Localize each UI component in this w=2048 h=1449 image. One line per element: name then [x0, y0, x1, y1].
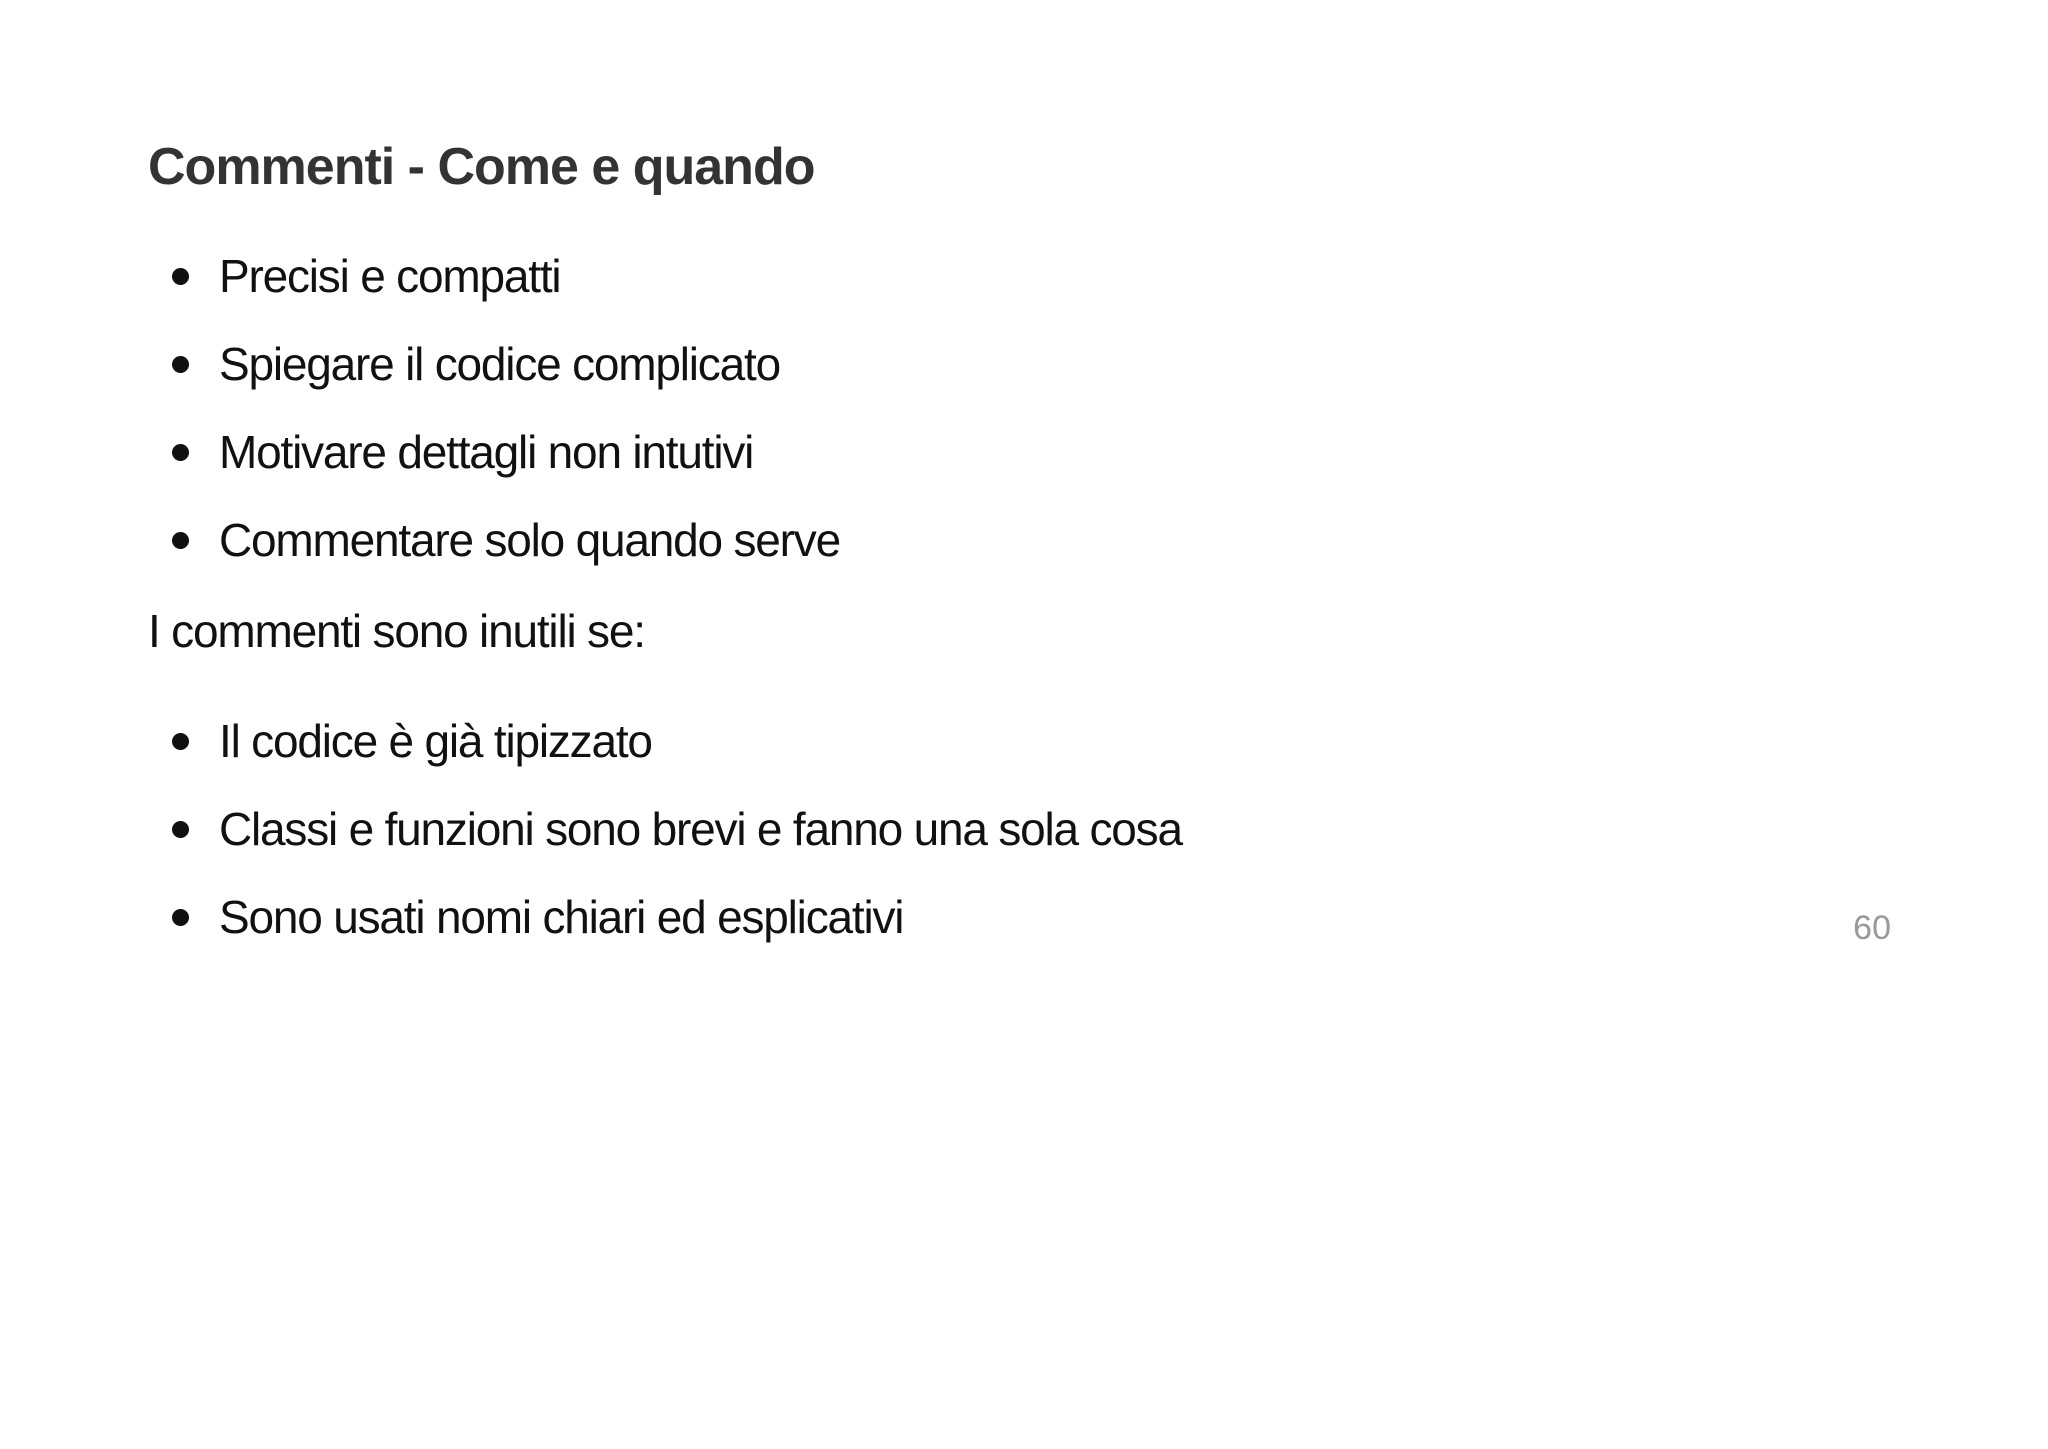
guidelines-list — [172, 232, 840, 584]
list-item — [172, 697, 1182, 785]
bullet-icon — [172, 356, 189, 373]
list-item — [172, 496, 840, 584]
slide-title: Commenti - Come e quando — [148, 138, 815, 196]
bullet-icon — [172, 268, 189, 285]
list-item — [172, 785, 1182, 873]
list-item-text: Motivare dettagli non intutivi — [219, 426, 754, 478]
list-item-text: Classi e funzioni sono brevi e fanno una sola cosa — [219, 803, 1182, 855]
list-item-text: Precisi e compatti — [219, 250, 561, 302]
list-item-text: Commentare solo quando serve — [219, 514, 840, 566]
list-item-text: Sono usati nomi chiari ed esplicativi — [219, 891, 904, 943]
bullet-icon — [172, 821, 189, 838]
list-item — [172, 232, 840, 320]
list-item — [172, 320, 840, 408]
page-number: 60 — [1853, 909, 1891, 947]
bullet-icon — [172, 909, 189, 926]
useless-conditions-list — [172, 697, 1182, 961]
list-item — [172, 408, 840, 496]
list-item — [172, 873, 1182, 961]
bullet-icon — [172, 532, 189, 549]
bullet-icon — [172, 444, 189, 461]
list-item-text: Il codice è già tipizzato — [219, 715, 652, 767]
bullet-icon — [172, 733, 189, 750]
useless-comments-intro: I commenti sono inutili se: — [148, 605, 645, 657]
list-item-text: Spiegare il codice complicato — [219, 338, 780, 390]
